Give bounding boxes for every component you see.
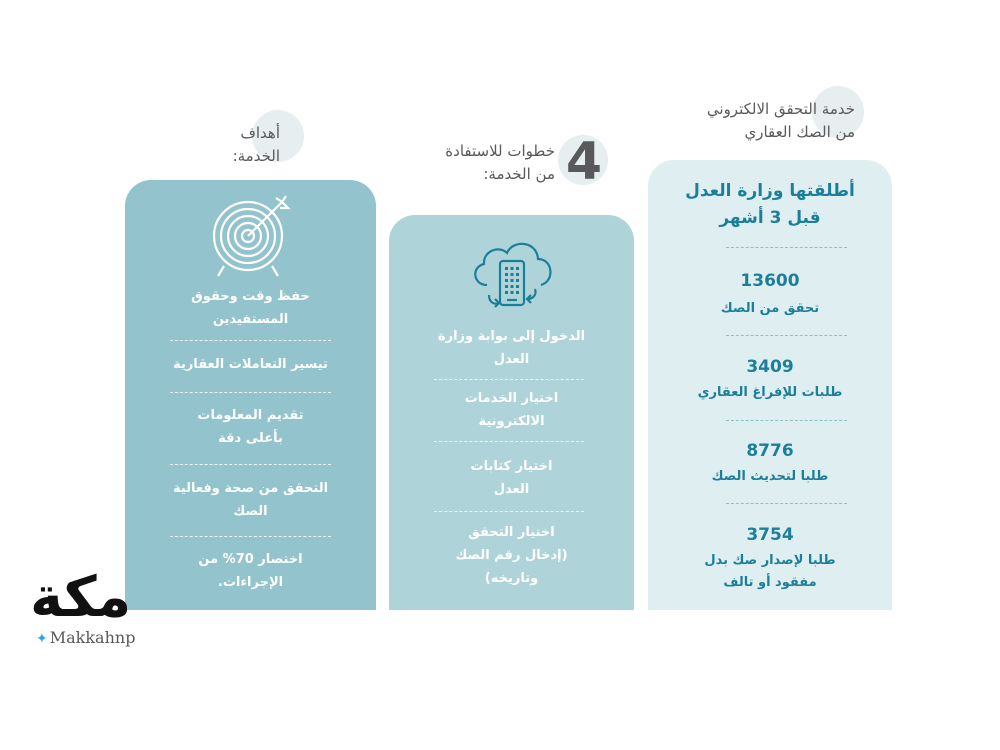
- steps-header-line2: من الخدمة:: [483, 165, 555, 183]
- stat-value: 13600: [740, 271, 800, 291]
- step-item: اختيار التحقق (إدخال رقم الصك وتاريخه): [455, 525, 568, 586]
- stats-card: [648, 160, 892, 610]
- goals-divider: [170, 340, 331, 341]
- step-item: اختيار كتابات العدل: [470, 459, 553, 497]
- stats-title: أطلقتها وزارة العدل قبل 3 أشهر: [685, 181, 855, 228]
- goals-divider: [170, 536, 331, 537]
- stat-label: تحقق من الصك: [720, 301, 820, 316]
- goal-item: اختصار 70% من الإجراءات.: [198, 552, 303, 590]
- stat-label: طلبا لتحديث الصك: [711, 469, 829, 484]
- stat-value: 8776: [746, 441, 794, 461]
- steps-divider: [434, 441, 584, 442]
- goal-item: التحقق من صحة وفعالية الصك: [172, 481, 329, 519]
- cloud-phone-sync-icon: [467, 233, 557, 313]
- goals-card: [125, 180, 376, 610]
- service-header-line2: من الصك العقاري: [744, 123, 855, 141]
- stats-divider: [726, 247, 847, 248]
- goals-divider: [170, 464, 331, 465]
- target-arrow-icon: [210, 192, 292, 278]
- goals-header-line1: أهداف: [240, 124, 280, 142]
- stat-value: 3754: [746, 525, 794, 545]
- brand-logo: مكة: [30, 565, 132, 630]
- goal-item: تيسير التعاملات العقارية: [173, 357, 328, 372]
- step-item: اختيار الخدمات الالكترونية: [464, 391, 559, 429]
- twitter-bird-icon: ✦: [36, 631, 48, 647]
- step-item: الدخول إلى بوابة وزارة العدل: [437, 329, 586, 367]
- brand-handle[interactable]: ✦ Makkahnp: [36, 628, 136, 647]
- goal-item: تقديم المعلومات بأعلى دقة: [197, 408, 304, 446]
- steps-header: [410, 140, 555, 186]
- service-header: [665, 98, 855, 144]
- goal-item: حفظ وقت وحقوق المستفيدين: [191, 289, 310, 327]
- service-header-line1: خدمة التحقق الالكتروني: [706, 100, 855, 118]
- stat-label: طلبا لإصدار صك بدل مفقود أو تالف: [704, 553, 836, 590]
- steps-divider: [434, 511, 584, 512]
- steps-divider: [434, 379, 584, 380]
- stat-value: 3409: [746, 357, 794, 377]
- stats-divider: [726, 503, 847, 504]
- stats-divider: [726, 420, 847, 421]
- goals-header: [180, 122, 280, 168]
- goals-divider: [170, 392, 331, 393]
- steps-header-line1: خطوات للاستفادة: [445, 142, 555, 160]
- stat-label: طلبات للإفراغ العقاري: [697, 385, 843, 400]
- steps-card: [389, 215, 634, 610]
- goals-header-line2: الخدمة:: [232, 147, 280, 165]
- stats-divider: [726, 335, 847, 336]
- steps-count-number: 4: [565, 132, 603, 192]
